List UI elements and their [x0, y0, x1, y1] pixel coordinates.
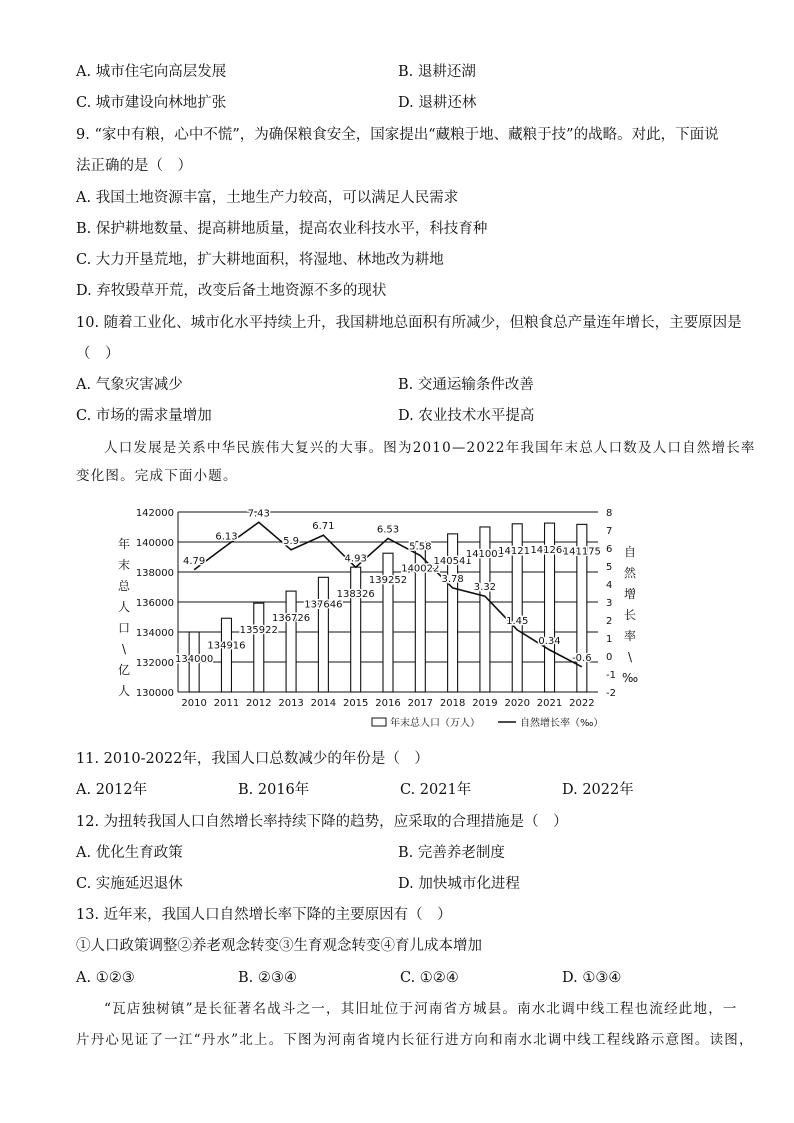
- q11-stem: 11. 2010-2022年，我国人口总数减少的年份是（ ）: [76, 751, 429, 767]
- bar: [286, 591, 296, 692]
- y-left-tick-label: 142000: [135, 508, 174, 519]
- x-tick-label: 2012: [246, 698, 272, 709]
- x-tick-label: 2016: [375, 698, 401, 709]
- q11-option-c: C. 2021年: [400, 782, 472, 798]
- line-data-label: 1.45: [506, 615, 529, 627]
- line-data-label: 7.43: [247, 508, 270, 520]
- line-data-label: 5.58: [409, 541, 432, 553]
- line-data-label: 0.34: [538, 635, 561, 647]
- bar: [383, 553, 393, 692]
- y-right-tick-label: -2: [606, 688, 616, 699]
- q11-option-d: D. 2022年: [562, 782, 634, 798]
- q13-statements: ①人口政策调整②养老观念转变③生育观念转变④育儿成本增加: [76, 938, 482, 954]
- legend-line-label: 自然增长率（‰）: [520, 718, 604, 729]
- q12-option-b: B. 完善养老制度: [398, 845, 505, 861]
- y-left-tick-label: 140000: [135, 538, 174, 549]
- y-right-tick-label: 1: [606, 634, 613, 645]
- q13-option-c: C. ①②④: [400, 970, 459, 986]
- y-right-tick-label: -1: [606, 670, 616, 681]
- bar: [318, 577, 328, 692]
- intro-population-line2: 变化图。完成下面小题。: [76, 468, 238, 484]
- y-right-axis-label-char: 率: [623, 629, 637, 643]
- bar-data-label: 140022: [401, 563, 440, 575]
- q8-option-c: C. 城市建设向林地扩张: [76, 95, 227, 111]
- q10-stem-line1: 10. 随着工业化、城市化水平持续上升，我国耕地总面积有所减少，但粮食总产量连年增长，主要原因是: [76, 315, 742, 331]
- q10-option-b: B. 交通运输条件改善: [398, 377, 534, 393]
- line-data-label: 5.9: [283, 535, 300, 547]
- q9-option-d: D. 弃牧毁草开荒，改变后备土地资源不多的现状: [76, 283, 387, 299]
- x-tick-label: 2017: [407, 698, 434, 709]
- y-left-axis-label-char: 口: [117, 621, 131, 635]
- y-right-axis-label-char: 然: [623, 566, 637, 580]
- intro-longmarch-line2: 片丹心见证了一江“丹水”北上。下图为河南省境内长征行进方向和南水北调中线工程线路示意图。读图，: [76, 1032, 754, 1048]
- x-tick-label: 2014: [310, 698, 337, 709]
- y-left-axis-label-char: 末: [117, 558, 131, 572]
- y-right-tick-label: 2: [606, 616, 613, 627]
- bar: [254, 603, 264, 692]
- population-chart: [100, 500, 660, 740]
- bar-data-label: 141260: [530, 545, 569, 557]
- x-tick-label: 2010: [181, 698, 207, 709]
- q10-option-a: A. 气象灾害减少: [76, 377, 183, 393]
- q13-option-b: B. ②③④: [238, 970, 297, 986]
- q8-option-d: D. 退耕还林: [398, 95, 477, 111]
- bar-data-label: 134000: [175, 654, 214, 665]
- bar-data-label: 141212: [498, 545, 537, 557]
- line-data-label: 3.32: [473, 582, 497, 594]
- bar-data-label: 138326: [336, 589, 375, 601]
- line-data-label: 6.53: [376, 524, 400, 536]
- y-right-axis-label-char: ‰: [621, 671, 639, 685]
- y-right-tick-label: 0: [606, 652, 613, 663]
- q13-option-d: D. ①③④: [562, 970, 622, 986]
- q8-option-b: B. 退耕还湖: [398, 64, 476, 80]
- bar: [351, 567, 361, 692]
- y-left-tick-label: 130000: [135, 688, 174, 699]
- bar-data-label: 141003: [465, 548, 505, 560]
- q12-option-d: D. 加快城市化进程: [398, 876, 520, 892]
- y-left-axis-label-char: 总: [117, 579, 131, 593]
- y-left-tick-label: 134000: [135, 628, 174, 639]
- x-tick-label: 2020: [504, 698, 530, 709]
- line-data-label: 6.71: [312, 521, 335, 533]
- x-tick-label: 2018: [439, 698, 466, 709]
- q13-option-a: A. ①②③: [76, 970, 135, 986]
- intro-population-line1: 人口发展是关系中华民族伟大复兴的大事。图为2010—2022年我国年末总人口数及人口自然增长率: [104, 440, 756, 456]
- y-right-axis-label-char: 增: [623, 587, 637, 601]
- y-right-tick-label: 7: [606, 526, 613, 537]
- bar-data-label: 135922: [239, 625, 278, 637]
- bar-data-label: 140541: [433, 555, 472, 567]
- y-right-axis-label-char: 自: [623, 545, 637, 559]
- q12-stem: 12. 为扭转我国人口自然增长率持续下降的趋势，应采取的合理措施是（ ）: [76, 814, 568, 830]
- q9-option-b: B. 保护耕地数量、提高耕地质量，提高农业科技水平，科技育种: [76, 221, 488, 237]
- y-left-axis-label-char: 人: [117, 600, 131, 614]
- y-right-tick-label: 6: [606, 544, 613, 555]
- x-tick-label: 2013: [278, 698, 304, 709]
- legend-bar-label: 年末总人口（万人）: [390, 718, 480, 729]
- line-data-label: 3.78: [441, 573, 464, 585]
- y-right-tick-label: 8: [606, 508, 613, 519]
- bar-data-label: 137646: [304, 599, 343, 611]
- bar-data-label: 134916: [207, 640, 246, 652]
- x-tick-label: 2015: [342, 698, 369, 709]
- y-left-axis-label-char: 亿: [117, 663, 131, 677]
- y-left-tick-label: 136000: [135, 598, 174, 609]
- line-data-label: 6.13: [215, 531, 238, 543]
- q9-option-a: A. 我国土地资源丰富，土地生产力较高，可以满足人民需求: [76, 190, 459, 206]
- y-right-tick-label: 4: [606, 580, 613, 591]
- q9-stem-line2: 法正确的是（ ）: [76, 158, 192, 174]
- y-right-tick-label: 3: [606, 598, 613, 609]
- bar-data-label: 141175: [562, 546, 601, 558]
- legend-bar-swatch: [372, 718, 386, 726]
- x-tick-label: 2021: [536, 698, 563, 709]
- y-left-tick-label: 132000: [135, 658, 174, 669]
- line-data-label: -0.6: [572, 652, 592, 664]
- line-data-label: 4.93: [344, 553, 367, 565]
- x-tick-label: 2019: [472, 698, 498, 709]
- q12-option-a: A. 优化生育政策: [76, 845, 183, 861]
- q11-option-b: B. 2016年: [238, 782, 310, 798]
- y-right-axis-label-char: 长: [623, 608, 637, 622]
- q10-option-c: C. 市场的需求量增加: [76, 408, 212, 424]
- y-left-axis-label-char: 人: [117, 684, 131, 698]
- bar-data-label: 136726: [271, 613, 311, 625]
- intro-longmarch-line1: “瓦店独树镇”是长征著名战斗之一，其旧址位于河南省方城县。南水北调中线工程也流经此地，一: [104, 1001, 738, 1017]
- bar: [221, 618, 231, 692]
- x-tick-label: 2022: [569, 698, 595, 709]
- bar-data-label: 139252: [368, 575, 408, 587]
- y-left-tick-label: 138000: [135, 568, 174, 579]
- q13-stem: 13. 近年来，我国人口自然增长率下降的主要原因有（ ）: [76, 907, 452, 923]
- q9-option-c: C. 大力开垦荒地，扩大耕地面积，将湿地、林地改为耕地: [76, 252, 444, 268]
- y-left-axis-label-char: 年: [117, 537, 131, 551]
- y-right-tick-label: 5: [606, 562, 613, 573]
- y-left-axis-label-char: \: [121, 642, 127, 656]
- q9-stem-line1: 9. “家中有粮，心中不慌”，为确保粮食安全，国家提出“藏粮于地、藏粮于技”的战略。对此，下面说: [76, 127, 719, 143]
- x-tick-label: 2011: [213, 698, 240, 709]
- y-right-axis-label-char: \: [627, 650, 633, 664]
- q10-stem-line2: （ ）: [76, 346, 120, 362]
- q10-option-d: D. 农业技术水平提高: [398, 408, 535, 424]
- q11-option-a: A. 2012年: [76, 782, 148, 798]
- q12-option-c: C. 实施延迟退休: [76, 876, 183, 892]
- q8-option-a: A. 城市住宅向高层发展: [76, 64, 227, 80]
- line-data-label: 4.79: [183, 555, 206, 567]
